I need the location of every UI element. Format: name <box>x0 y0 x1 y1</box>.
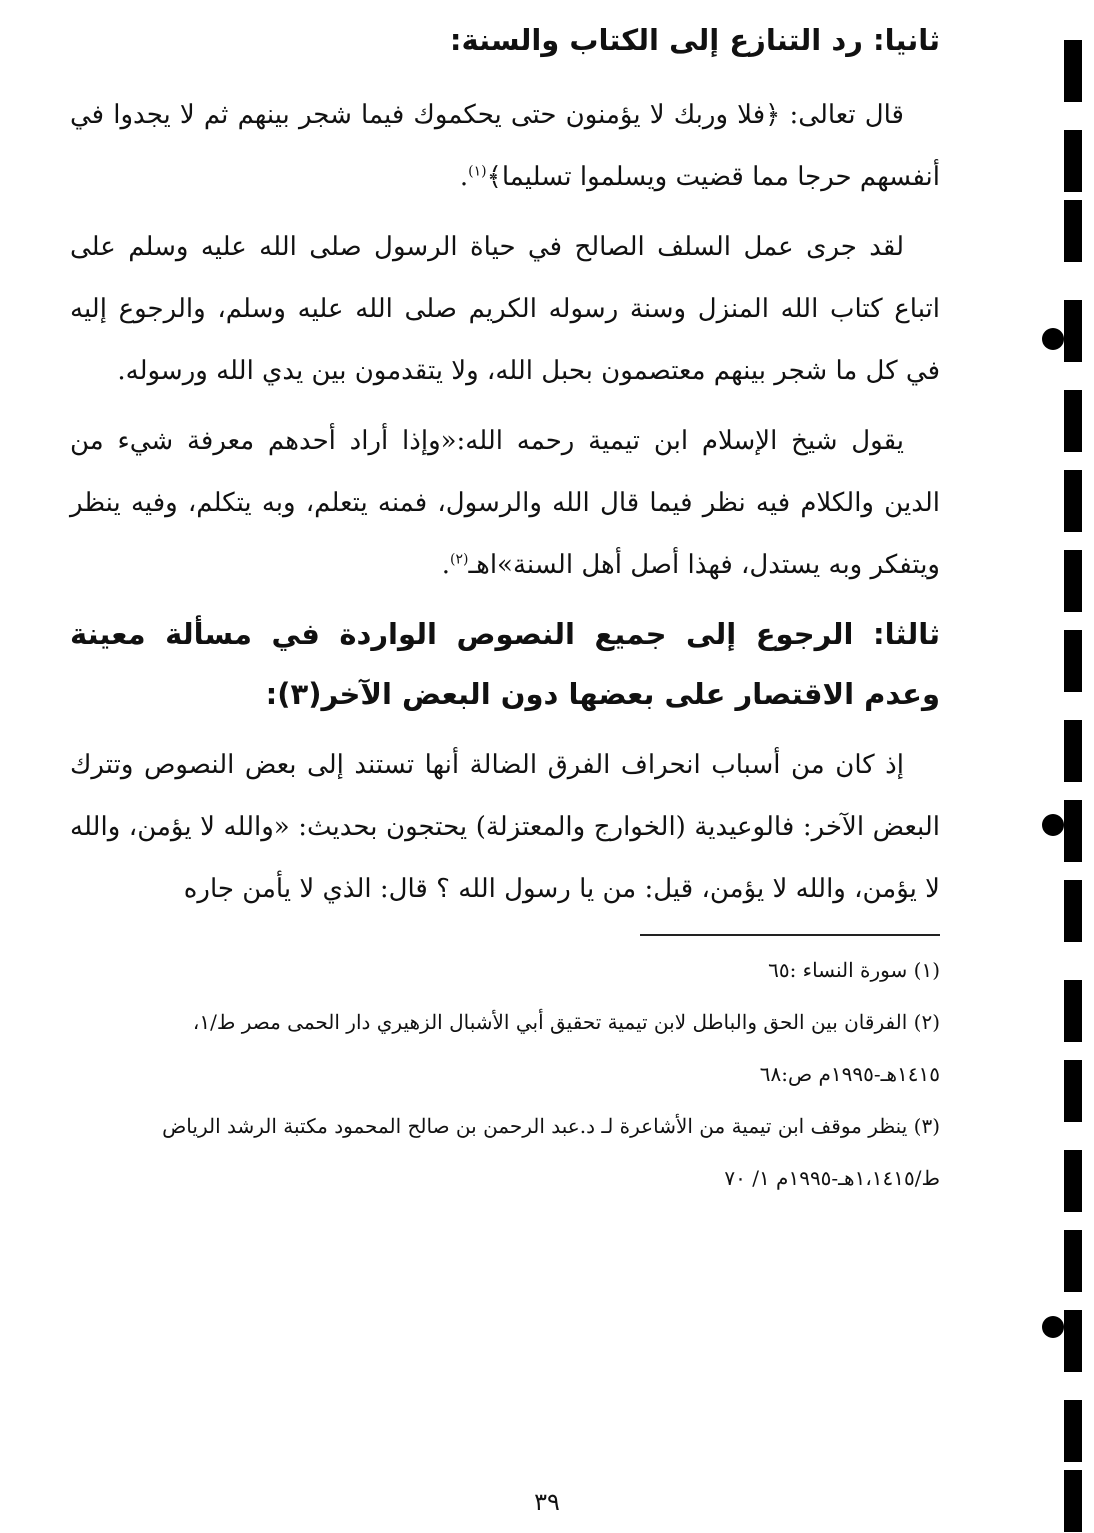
edge-mark <box>1064 1310 1082 1372</box>
edge-mark <box>1064 800 1082 862</box>
edge-mark <box>1064 40 1082 102</box>
edge-mark <box>1064 630 1082 692</box>
quote-text: يقول شيخ الإسلام ابن تيمية رحمه الله:«وإذا أراد أحدهم معرفة شيء من الدين والكلام فيه نظر فيما قال الله والرسول، فمنه يتعلم، وبه يتكلم، وفيه ينظر ويتفكر وبه يستدل، فهذا أصل أهل السنة»اهـ <box>70 426 940 580</box>
edge-mark <box>1064 980 1082 1042</box>
page-content <box>70 10 940 1204</box>
paragraph-quran-verse <box>70 84 940 208</box>
edge-mark <box>1064 200 1082 262</box>
scan-edge-marks <box>1034 0 1094 1533</box>
edge-dot <box>1042 328 1064 350</box>
edge-mark <box>1064 720 1082 782</box>
footnote-2-continuation: ١٤١٥هـ-١٩٩٥م ص:٦٨ <box>759 1062 940 1086</box>
edge-mark <box>1064 300 1082 362</box>
edge-mark <box>1064 1400 1082 1462</box>
edge-mark <box>1064 470 1082 532</box>
section-heading-second: ثانيا: رد التنازع إلى الكتاب والسنة: <box>449 23 940 57</box>
footnote-3-continuation: ط/١،١٤١٥هـ-١٩٩٥م ١/ ٧٠ <box>724 1166 940 1190</box>
edge-mark <box>1064 130 1082 192</box>
paragraph-ibn-taymiyya-quote <box>70 410 940 596</box>
verse-end: . <box>459 162 469 192</box>
paragraph-salaf: لقد جرى عمل السلف الصالح في حياة الرسول صلى الله عليه وسلم على اتباع كتاب الله المنزل وسنة رسوله الكريم صلى الله عليه وسلم، والرجوع إليه في كل ما شجر بينهم معتصمون بحبل الله، ولا يتقدمون بين يدي الله ورسوله. <box>70 232 940 386</box>
footnote-ref-2[interactable]: (٢) <box>450 551 469 568</box>
edge-mark <box>1064 1230 1082 1292</box>
footnotes <box>70 944 940 1204</box>
edge-dot <box>1042 1316 1064 1338</box>
edge-mark <box>1064 1150 1082 1212</box>
footnote-3: (٣) ينظر موقف ابن تيمية من الأشاعرة لـ د.عبد الرحمن بن صالح المحمود مكتبة الرشد الرياض <box>162 1114 940 1138</box>
edge-mark <box>1064 880 1082 942</box>
footnote-ref-1[interactable]: (١) <box>468 163 487 180</box>
footnote-1: (١) سورة النساء :٦٥ <box>768 958 940 982</box>
edge-mark <box>1064 1060 1082 1122</box>
edge-mark <box>1064 550 1082 612</box>
footnote-separator <box>640 934 940 936</box>
quote-end: . <box>441 550 451 580</box>
section-heading-third: ثالثا: الرجوع إلى جميع النصوص الواردة في مسألة معينة وعدم الاقتصار على بعضها دون البعض الآخر(٣): <box>70 617 940 711</box>
verse-text: قال تعالى: ﴿فلا وربك لا يؤمنون حتى يحكموك فيما شجر بينهم ثم لا يجدوا في أنفسهم حرجا مما قضيت ويسلموا تسليما﴾ <box>70 100 940 192</box>
paragraph-deviant-sects: إذ كان من أسباب انحراف الفرق الضالة أنها تستند إلى بعض النصوص وتترك البعض الآخر: فالوعيدية (الخوارج والمعتزلة) يحتجون بحديث: «والله لا يؤمن، والله لا يؤمن، والله لا يؤمن، قيل: من يا رسول الله ؟ قال: الذي لا يأمن جاره <box>70 750 940 904</box>
footnote-separator-wrap <box>70 928 940 944</box>
edge-mark <box>1064 1470 1082 1532</box>
edge-mark <box>1064 390 1082 452</box>
page-number: ٣٩ <box>534 1488 560 1516</box>
footnote-2: (٢) الفرقان بين الحق والباطل لابن تيمية تحقيق أبي الأشبال الزهيري دار الحمى مصر ط/١، <box>192 1010 940 1034</box>
edge-dot <box>1042 814 1064 836</box>
